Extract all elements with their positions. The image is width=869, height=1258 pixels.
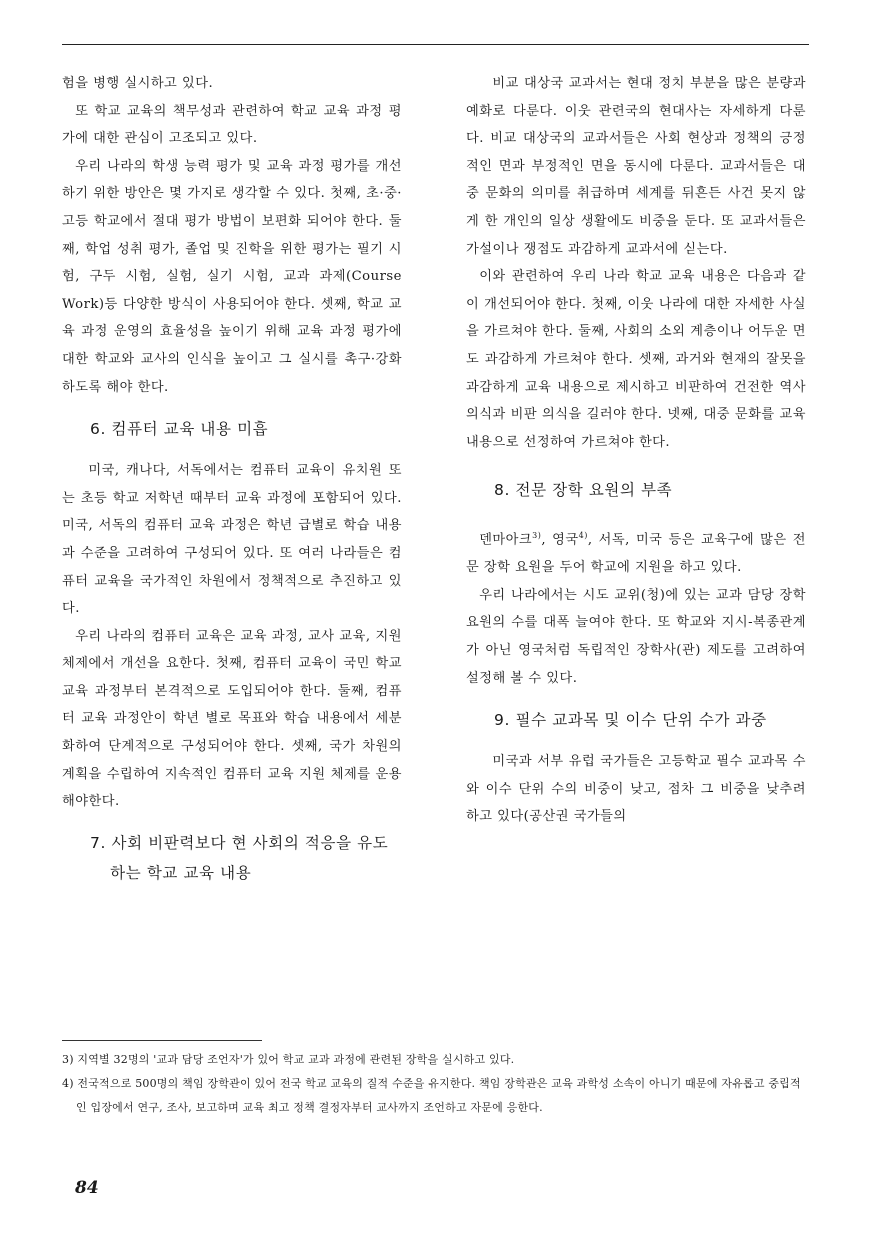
paragraph: 우리 나라에서는 시도 교위(청)에 있는 교과 담당 장학 요원의 수를 대폭 늘여야 한다. 또 학교와 지시-복종관계가 아닌 영국처럼 독립적인 장학사(관) 제도를 고려하여 설정해 볼 수 있다. [466, 587, 806, 686]
section-heading-7: 7. 사회 비판력보다 현 사회의 적응을 유도하는 학교 교육 내용 [90, 833, 389, 882]
left-column [62, 70, 402, 888]
paragraph: 이와 관련하여 우리 나라 학교 교육 내용은 다음과 같이 개선되어야 한다. 첫째, 이웃 나라에 대한 자세한 사실을 가르쳐야 한다. 둘째, 사회의 소외 계층이나 어두운 면도 과감하게 가르쳐야 한다. 셋째, 과거와 현재의 잘못을 과감하게 교육 내용으로 제시하고 비판하여 건전한 역사 의식과 비판 의식을 길러야 한다. 넷째, 대중 문화를 교육 내용으로 선정하여 가르쳐야 한다. [466, 269, 806, 450]
paragraph: 또 학교 교육의 책무성과 관련하여 학교 교육 과정 평가에 대한 관심이 고조되고 있다. [62, 103, 402, 147]
paragraph: 험을 병행 실시하고 있다. [62, 76, 214, 91]
paragraph: 우리 나라의 학생 능력 평가 및 교육 과정 평가를 개선하기 위한 방안은 몇 가지로 생각할 수 있다. 첫째, 초·중·고등 학교에서 절대 평가 방법이 보편화 되어야 한다. 둘째, 학업 성취 평가, 졸업 및 진학을 위한 평가는 필기 시험, 구두 시험, 실험, 실기 시험, 교과 과제(Course Work)등 다양한 방식이 사용되어야 한다. 셋째, 학교 교육 과정 운영의 효율성을 높이기 위해 교육 과정 평가에 대한 학교와 교사의 인식을 높이고 그 실시를 촉구·강화하도록 해야 한다. [62, 158, 402, 395]
paragraph: 미국과 서부 유럽 국가들은 고등학교 필수 교과목 수와 이수 단위 수의 비중이 낮고, 점차 그 비중을 낮추려 하고 있다(공산권 국가들의 [466, 754, 806, 825]
footnote-rule [62, 1040, 262, 1041]
footnotes [62, 1048, 802, 1120]
footnote-3: 3) 지역별 32명의 '교과 담당 조언자'가 있어 학교 교과 과정에 관련된 장학을 실시하고 있다. [62, 1053, 515, 1066]
text-run: , 서독, 미국 등은 교육구에 많은 전문 장학 요원을 두어 학교에 지원을 하고 있다. [466, 532, 806, 576]
paragraph: 우리 나라의 컴퓨터 교육은 교육 과정, 교사 교육, 지원 체제에서 개선을 요한다. 첫째, 컴퓨터 교육이 국민 학교 교육 과정부터 본격적으로 도입되어야 한다. 둘째, 컴퓨터 교육 과정안이 학년 별로 목표와 학습 내용에서 세분화하여 단계적으로 구성되어야 한다. 셋째, 국가 차원의 계획을 수립하여 지속적인 컴퓨터 교육 지원 체제를 운용해야한다. [62, 628, 402, 810]
paragraph: 미국, 캐나다, 서독에서는 컴퓨터 교육이 유치원 또는 초등 학교 저학년 때부터 교육 과정에 포함되어 있다. 미국, 서독의 컴퓨터 교육 과정은 학년 급별로 학습 내용과 수준을 고려하여 구성되어 있다. 또 여러 나라들은 컴퓨터 교육을 국가적인 차원에서 정책적으로 추진하고 있다. [62, 463, 402, 617]
text-run: , 영국 [541, 532, 579, 548]
header-rule [62, 44, 809, 45]
text-run: 덴마아크 [479, 532, 533, 548]
section-heading-6: 6. 컴퓨터 교육 내용 미흡 [90, 420, 269, 439]
footnote-marker: 3) [532, 531, 542, 541]
footnote-marker: 4) [578, 531, 588, 541]
page-number: 84 [75, 1178, 99, 1198]
section-heading-9: 9. 필수 교과목 및 이수 단위 수가 과중 [494, 711, 767, 730]
paragraph: 비교 대상국 교과서는 현대 정치 부분을 많은 분량과 예화로 다룬다. 이웃 관련국의 현대사는 자세하게 다룬다. 비교 대상국의 교과서들은 사회 현상과 정책의 긍정적인 면과 부정적인 면을 동시에 다룬다. 교과서들은 대중 문화의 의미를 취급하며 세계를 뒤흔든 사건 못지 않게 한 개인의 일상 생활에도 비중을 둔다. 또 교과서들은 가설이나 쟁점도 과감하게 교과서에 싣는다. [466, 76, 806, 257]
right-column [466, 70, 806, 831]
footnote-4: 4) 전국적으로 500명의 책임 장학관이 있어 전국 학교 교육의 질적 수준을 유지한다. 책임 장학관은 교육 과학성 소속이 아니기 때문에 자유롭고 중립적인 입장에서 연구, 조사, 보고하며 교육 최고 정책 결정자부터 교사까지 조언하고 자문에 응한다. [62, 1077, 801, 1114]
section-heading-8: 8. 전문 장학 요원의 부족 [494, 481, 673, 500]
paragraph [466, 522, 806, 582]
